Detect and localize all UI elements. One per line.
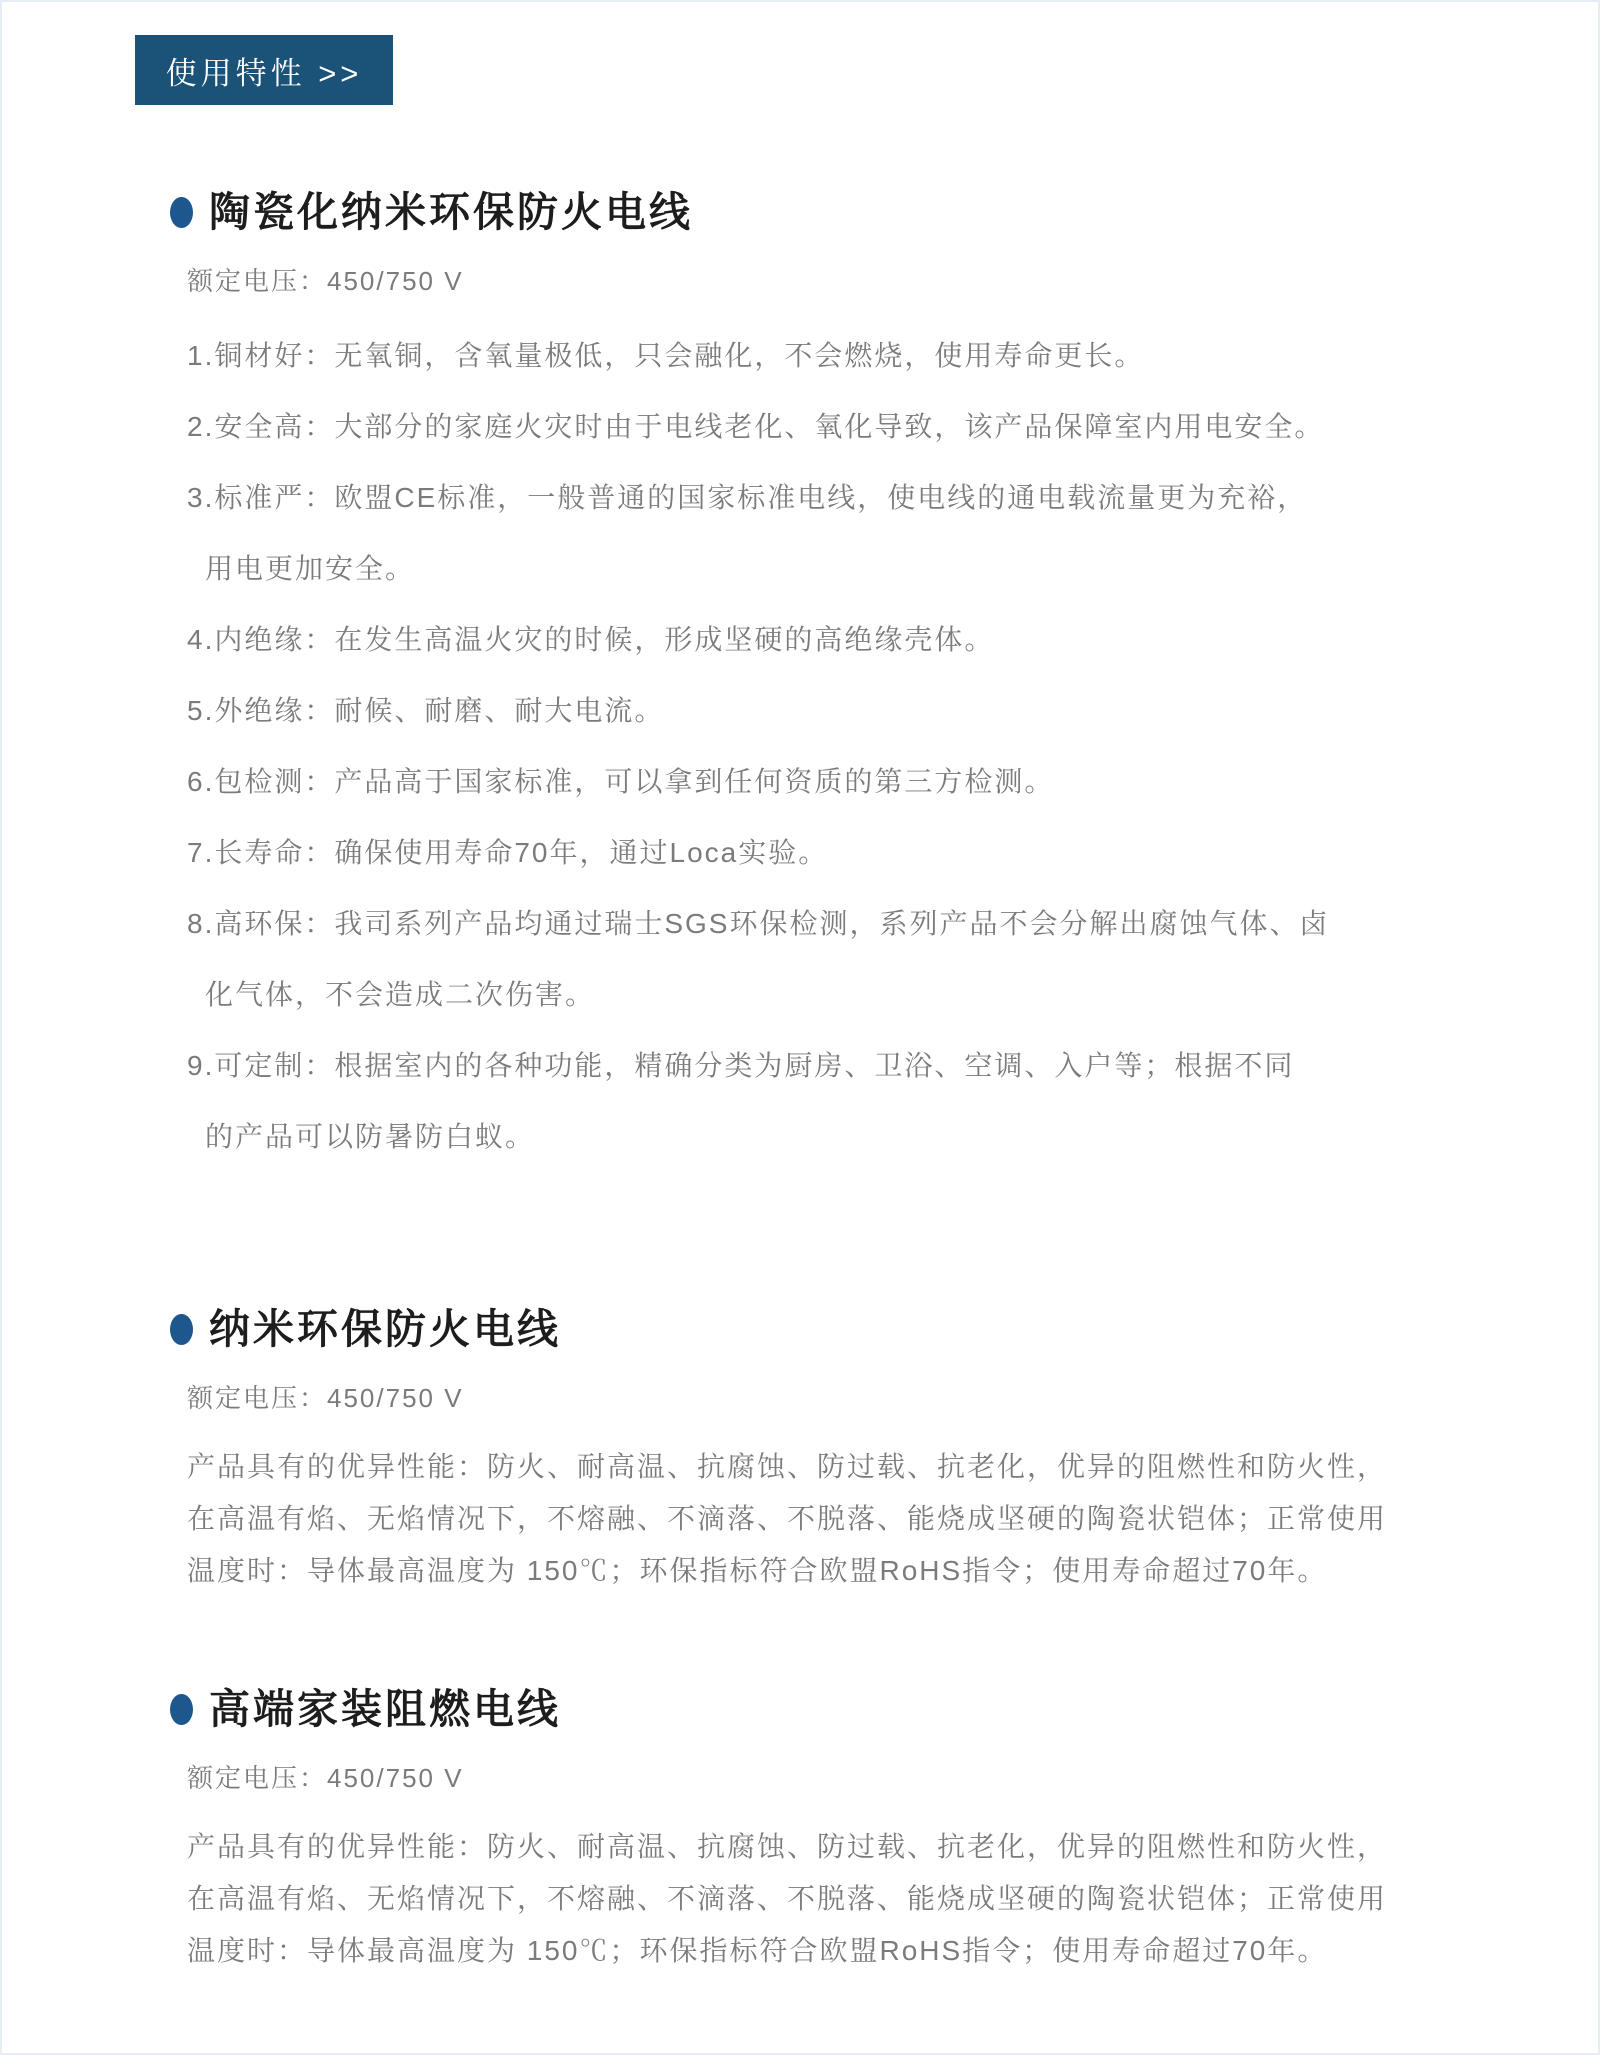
section-heading [170, 1687, 1477, 1731]
bullet-icon [170, 197, 193, 228]
paragraph-line: 产品具有的优异性能：防火、耐高温、抗腐蚀、防过载、抗老化，优异的阻燃性和防火性， [187, 1451, 1388, 1482]
paragraph-line: 温度时：导体最高温度为 150℃；环保指标符合欧盟RoHS指令；使用寿命超过70年。 [187, 1935, 1328, 1966]
feature-line: 1.铜材好：无氧铜，含氧量极低，只会融化，不会燃烧，使用寿命更长。 [187, 340, 1145, 371]
feature-line: 7.长寿命：确保使用寿命70年，通过Loca实验。 [187, 837, 829, 868]
description-paragraph [187, 1441, 1477, 1597]
rated-voltage: 额定电压：450/750 V [187, 266, 464, 296]
usage-features-badge: 使用特性 >> [135, 35, 393, 105]
feature-line: 4.内绝缘：在发生高温火灾的时候，形成坚硬的高绝缘壳体。 [187, 624, 995, 655]
feature-line: 9.可定制：根据室内的各种功能，精确分类为厨房、卫浴、空调、入户等；根据不同 [187, 1050, 1295, 1081]
section-nano-fireproof-wire [187, 1307, 1477, 1597]
paragraph-line: 产品具有的优异性能：防火、耐高温、抗腐蚀、防过载、抗老化，优异的阻燃性和防火性， [187, 1831, 1388, 1862]
feature-line: 2.安全高：大部分的家庭火灾时由于电线老化、氧化导致，该产品保障室内用电安全。 [187, 411, 1325, 442]
paragraph-line: 在高温有焰、无焰情况下，不熔融、不滴落、不脱落、能烧成坚硬的陶瓷状铠体；正常使用 [187, 1883, 1388, 1914]
bullet-icon [170, 1314, 193, 1345]
feature-line: 3.标准严：欧盟CE标准，一般普通的国家标准电线，使电线的通电载流量更为充裕， [187, 482, 1308, 513]
section-heading [170, 1307, 1477, 1351]
section-title: 高端家装阻燃电线 [209, 1686, 561, 1732]
section-title: 纳米环保防火电线 [209, 1306, 561, 1352]
feature-line-continuation: 化气体，不会造成二次伤害。 [205, 979, 596, 1010]
feature-line-continuation: 用电更加安全。 [205, 553, 416, 584]
section-heading [170, 190, 1477, 234]
section-premium-flame-retardant-wire [187, 1687, 1477, 1977]
rated-voltage: 额定电压：450/750 V [187, 1763, 464, 1793]
bullet-icon [170, 1694, 193, 1725]
description-paragraph [187, 1821, 1477, 1977]
feature-line-continuation: 的产品可以防暑防白蚁。 [205, 1121, 536, 1152]
feature-list [187, 320, 1477, 1172]
feature-line: 8.高环保：我司系列产品均通过瑞士SGS环保检测，系列产品不会分解出腐蚀气体、卤 [187, 908, 1330, 939]
feature-line: 6.包检测：产品高于国家标准，可以拿到任何资质的第三方检测。 [187, 766, 1055, 797]
rated-voltage: 额定电压：450/750 V [187, 1383, 464, 1413]
content [187, 190, 1477, 1977]
section-ceramic-nano-fireproof-wire [187, 190, 1477, 1172]
feature-line: 5.外绝缘：耐候、耐磨、耐大电流。 [187, 695, 665, 726]
paragraph-line: 温度时：导体最高温度为 150℃；环保指标符合欧盟RoHS指令；使用寿命超过70年。 [187, 1555, 1328, 1586]
paragraph-line: 在高温有焰、无焰情况下，不熔融、不滴落、不脱落、能烧成坚硬的陶瓷状铠体；正常使用 [187, 1503, 1388, 1534]
section-title: 陶瓷化纳米环保防火电线 [209, 189, 693, 235]
